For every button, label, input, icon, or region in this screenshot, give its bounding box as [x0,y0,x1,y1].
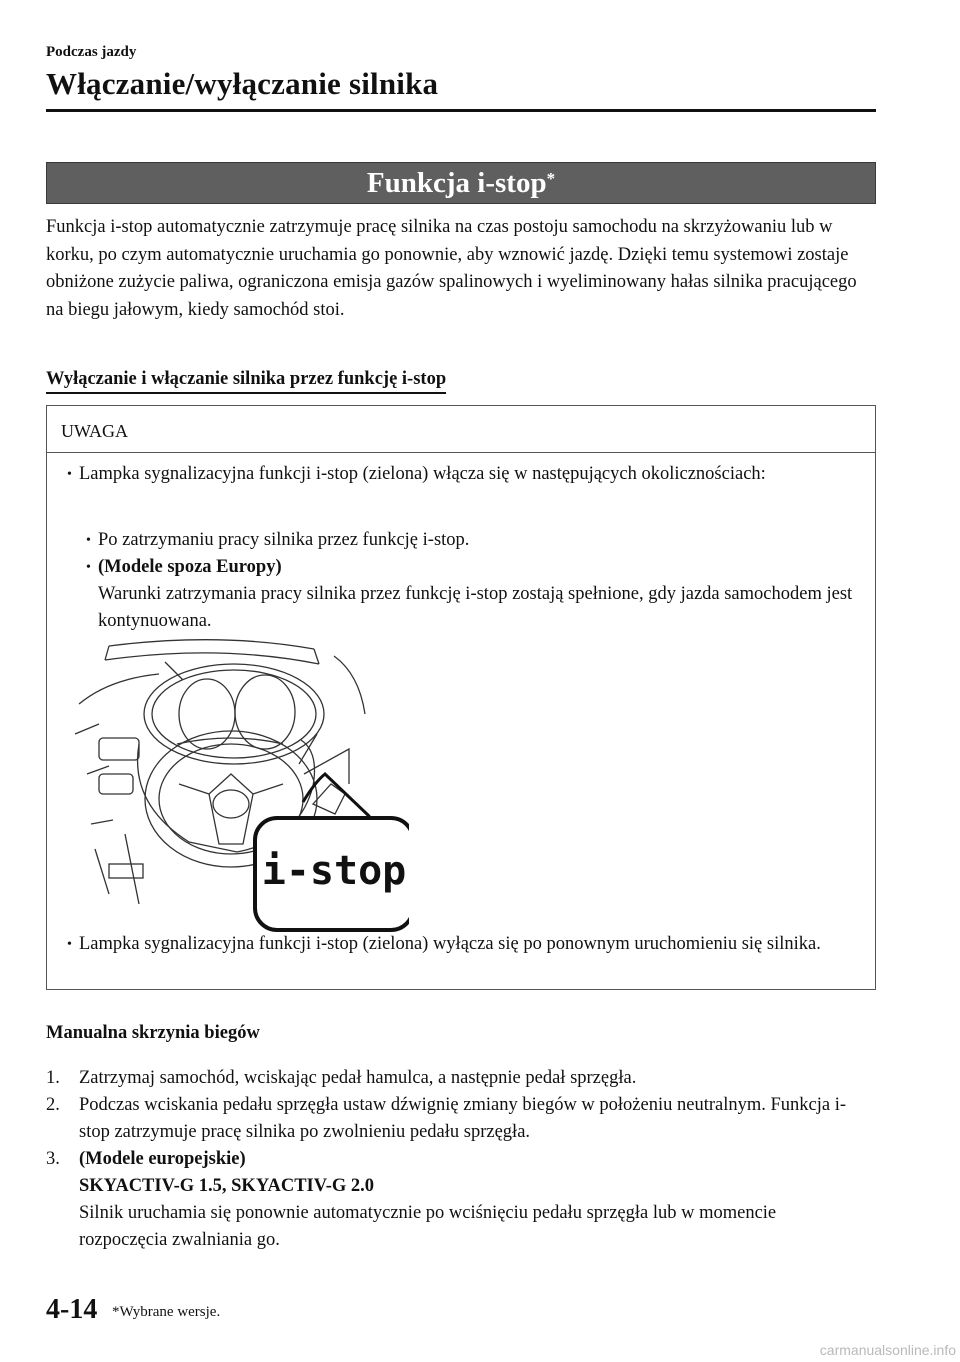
notice-label: UWAGA [47,406,875,453]
step-subtitle: SKYACTIV-G 1.5, SKYACTIV-G 2.0 [79,1176,375,1196]
page-number: 4-14 [46,1294,98,1325]
notice-bullet-2 [67,931,839,958]
bullet-dot-icon: • [86,560,91,575]
step-number: 3. [46,1149,60,1169]
notice-sub-bullet-2-title: (Modele spoza Europy) [98,557,282,577]
step-body [79,1146,869,1254]
chapter-divider [46,109,876,112]
intro-paragraph: Funkcja i-stop automatycznie zatrzymuje pracę silnika na czas postoju samochodu na skrzyżowaniu lub w korku, po czym automatycznie uruchamia go ponownie, aby wznowić jazdę. Dzięki temu systemowi zostaje obniżone zużycie paliwa, ograniczona emisja gazów spalinowych i wyeliminowany hałas silnika pracującego na biegu jałowym, kiedy samochód stoi. [46,217,857,320]
breadcrumb: Podczas jazdy [46,44,137,60]
step-text: Podczas wciskania pedału sprzęgła ustaw dźwignię zmiany biegów w położeniu neutralnym. Funkcja i-stop zatrzymuje pracę silnika po zwolnieniu pedału sprzęgła. [79,1095,847,1142]
step-number: 1. [46,1068,60,1088]
section-title: Funkcja i-stop [366,167,547,199]
bullet-dot-icon: • [67,467,72,482]
dashboard-illustration [69,634,409,934]
step-number: 2. [46,1095,60,1115]
notice-sub-bullet-1-text: Po zatrzymaniu pracy silnika przez funkcję i-stop. [98,530,470,550]
optional-equipment-mark: * [546,169,556,188]
watermark: carmanualsonline.info [819,1342,956,1358]
subheading: Wyłączanie i włączanie silnika przez funkcję i-stop [46,368,446,394]
footnote: *Wybrane wersje. [112,1304,221,1320]
notice-bullet-1 [67,461,839,488]
manual-transmission-heading: Manualna skrzynia biegów [46,1023,260,1043]
notice-sub-bullet-1 [86,527,858,554]
section-title-bar [46,162,876,204]
notice-sub-bullet-2-text: Warunki zatrzymania pracy silnika przez funkcję i-stop zostają spełnione, gdy jazda samochodem jest kontynuowana. [98,584,853,631]
notice-bullet-2-text: Lampka sygnalizacyjna funkcji i-stop (zielona) wyłącza się po ponownym uruchomieniu się silnika. [79,934,821,954]
step-title: (Modele europejskie) [79,1149,246,1169]
i-stop-indicator-icon: i-stop [261,848,407,894]
bullet-dot-icon: • [67,937,72,952]
step-text: Silnik uruchamia się ponownie automatycznie po wciśnięciu pedału sprzęgła lub w momencie rozpoczęcia zwalniania go. [79,1203,777,1250]
notice-box [46,405,876,990]
bullet-dot-icon: • [86,533,91,548]
chapter-title: Włączanie/wyłączanie silnika [46,66,439,101]
notice-sub-bullet-2 [86,554,868,635]
step-text: Zatrzymaj samochód, wciskając pedał hamulca, a następnie pedał sprzęgła. [79,1068,637,1088]
notice-bullet-1-text: Lampka sygnalizacyjna funkcji i-stop (zielona) włącza się w następujących okolicznościach: [79,464,766,484]
